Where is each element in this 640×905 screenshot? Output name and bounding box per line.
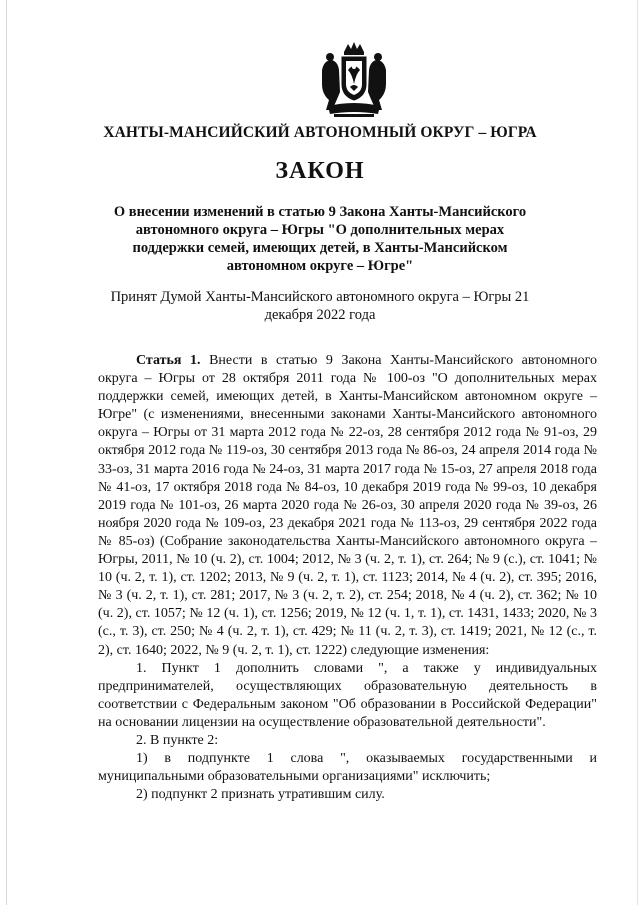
law-title: ЗАКОН [275, 158, 365, 184]
law-subtitle: О внесении изменений в статью 9 Закона Ханты-Мансийского автономного округа – Югры "О дополнительных мерах поддержки семей, имеющих детей, в Ханты-Мансийском автономном округе – Югре" [113, 204, 527, 274]
list-item: 1) в подпункте 1 слова ", оказываемых государственными и муниципальными образовательными организациями" исключить; [98, 751, 597, 785]
article-label: Статья 1. [136, 353, 201, 368]
law-body [98, 352, 597, 804]
article-1-paragraph [98, 352, 597, 660]
article-1-text: Внести в статью 9 Закона Ханты-Мансийского автономного округа – Югры от 28 октября 2011 года № 100-оз "О дополнительных мерах поддержки семей, имеющих детей, в Ханты-Мансийском автономном округе – Югре" (с изменениями, внесенными законами Ханты-Мансийского автономного округа – Югры от 31 марта 2012 года № 22-оз, 28 сентября 2012 года № 91-оз, 29 октября 2012 года № 119-оз, 30 сентября 2013 года № 86-оз, 24 апреля 2014 года № 33-оз, 31 марта 2016 года № 24-оз, 31 марта 2017 года № 15-оз, 27 апреля 2018 года № 41-оз, 17 октября 2018 года № 84-оз, 10 декабря 2019 года № 99-оз, 10 декабря 2019 года № 101-оз, 26 марта 2020 года № 26-оз, 30 апреля 2020 года № 39-оз, 26 ноября 2020 года № 109-оз, 23 декабря 2021 года № 113-оз, 29 сентября 2022 года № 85-оз) (Собрание законодательства Ханты-Мансийского автономного округа – Югры, 2011, № 10 (ч. 2), ст. 1004; 2012, № 3 (ч. 2, т. 1), ст. 264; № 9 (с.), ст. 1041; № 10 (ч. 2, т. 1), ст. 1202; 2013, № 9 (ч. 2, т. 1), ст. 1123; 2014, № 4 (ч. 2), ст. 395; 2016, № 3 (ч. 2, т. 1), ст. 281; 2017, № 3 (ч. 2, т. 2), ст. 254; 2018, № 4 (ч. 2), ст. 362; № 10 (ч. 2), ст. 1057; № 12 (ч. 1), ст. 1256; 2019, № 12 (ч. 1, т. 1), ст. 1431, 1433; 2020, № 3 (с., т. 3), ст. 250; № 4 (ч. 2, т. 1), ст. 429; № 11 (ч. 2, т. 3), ст. 1419; 2021, № 12 (с., т. 2), ст. 1640; 2022, № 9 (ч. 2, т. 1), ст. 1222) следующие изменения: [98, 353, 598, 658]
list-item: 2) подпункт 2 признать утратившим силу. [136, 787, 385, 803]
region-name: ХАНТЫ-МАНСИЙСКИЙ АВТОНОМНЫЙ ОКРУГ – ЮГРА [103, 124, 537, 141]
adoption-note: Принят Думой Ханты-Мансийского автономного округа – Югры 21 декабря 2022 года [110, 289, 530, 323]
list-item: 2. В пункте 2: [136, 732, 219, 748]
list-item: 1. Пункт 1 дополнить словами ", а также у индивидуальных предпринимателей, осуществляющих образовательную деятельность в соответствии с Федеральным законом "Об образовании в Российской Федерации" на основании лицензии на осуществление образовательной деятельности". [98, 660, 597, 730]
coat-of-arms-icon [318, 40, 390, 118]
